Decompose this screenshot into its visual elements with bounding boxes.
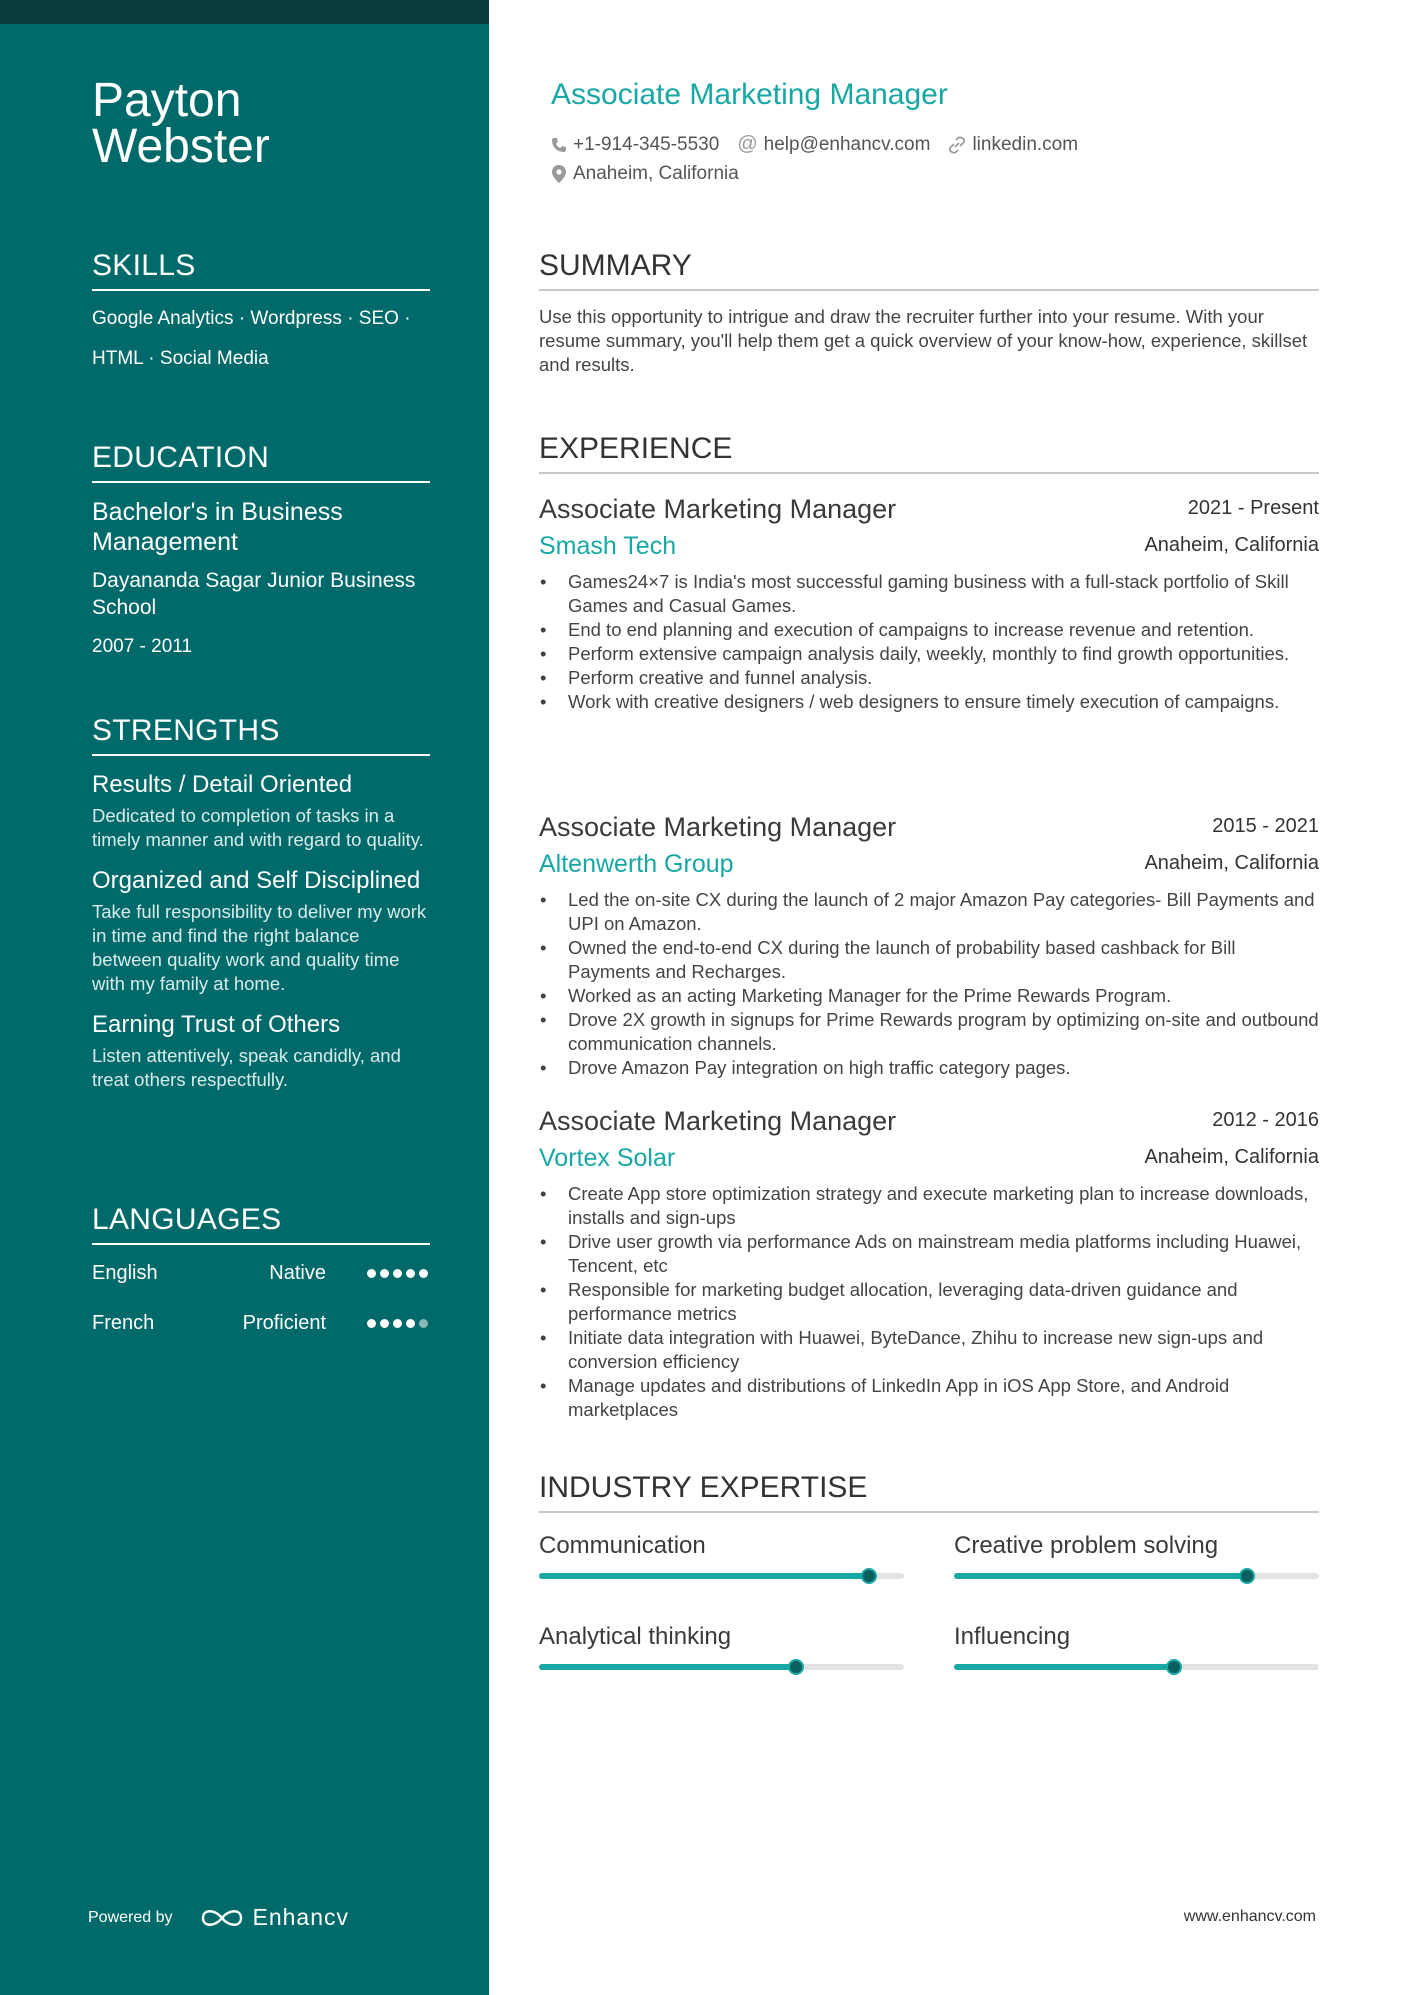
phone-icon	[551, 137, 567, 153]
job-role: Associate Marketing Manager	[539, 1106, 897, 1136]
contact-row-2	[551, 163, 757, 185]
sidebar	[0, 0, 489, 1995]
at-icon: @	[737, 133, 758, 155]
expertise-knob	[1166, 1659, 1182, 1675]
education-years: 2007 - 2011	[92, 636, 193, 657]
company-name[interactable]: Smash Tech	[539, 532, 677, 560]
company-name[interactable]: Altenwerth Group	[539, 850, 734, 878]
expertise-heading: INDUSTRY EXPERTISE	[539, 1469, 1319, 1513]
summary-section	[539, 247, 1319, 377]
strength-description: Listen attentively, speak candidly, and treat others respectfully.	[92, 1045, 401, 1090]
email-text: help@enhancv.com	[763, 133, 931, 155]
job-location: Anaheim, California	[1144, 852, 1319, 874]
expertise-label: Analytical thinking	[539, 1623, 732, 1650]
bullet-item: • Manage updates and distributions of LinkedIn App in iOS App Store, and Android marketplaces	[568, 1374, 1319, 1422]
phone-text: +1-914-345-5530	[573, 133, 720, 155]
rating-dot-filled	[380, 1319, 389, 1328]
expertise-track	[539, 1573, 904, 1579]
job-dates: 2021 - Present	[1187, 497, 1319, 519]
strength-description: Dedicated to completion of tasks in a timely manner and with regard to quality.	[92, 805, 424, 850]
expertise-label: Influencing	[954, 1623, 1071, 1650]
expertise-fill	[954, 1573, 1246, 1579]
bullet-item: • Worked as an acting Marketing Manager for the Prime Rewards Program.	[568, 984, 1319, 1008]
language-name: French	[92, 1312, 155, 1334]
enhancv-logo-icon	[199, 1905, 245, 1931]
bullet-item: • Initiate data integration with Huawei, ByteDance, Zhihu to increase new sign-ups and conversion efficiency	[568, 1326, 1319, 1374]
rating-dot-filled	[406, 1319, 415, 1328]
rating-dot-filled	[406, 1269, 415, 1278]
contact-linkedin[interactable]	[948, 134, 1078, 156]
expertise-knob	[861, 1568, 877, 1584]
language-level: Proficient	[242, 1312, 326, 1334]
skills-line-2: HTML · Social Media	[92, 348, 269, 369]
contact-phone[interactable]	[551, 134, 719, 156]
powered-by	[88, 1904, 349, 1931]
experience-item	[539, 494, 1319, 714]
first-name: Payton	[92, 74, 242, 127]
bullet-item: • Work with creative designers / web designers to ensure timely execution of campaigns.	[568, 690, 1319, 714]
location-pin-icon	[551, 164, 567, 184]
strengths-section	[92, 712, 430, 1092]
job-dates: 2012 - 2016	[1212, 1109, 1319, 1131]
language-name: English	[92, 1262, 158, 1284]
job-bullets	[539, 1182, 1319, 1422]
experience-item	[539, 812, 1319, 1080]
job-role: Associate Marketing Manager	[539, 494, 897, 524]
footer-url[interactable]: www.enhancv.com	[1183, 1908, 1316, 1925]
job-role: Associate Marketing Manager	[539, 812, 897, 842]
skills-heading: SKILLS	[92, 247, 430, 291]
language-row	[92, 1298, 430, 1348]
rating-dot-filled	[393, 1269, 402, 1278]
bullet-item: • Owned the end-to-end CX during the launch of probability based cashback for Bill Payments and Recharges.	[568, 936, 1319, 984]
education-heading: EDUCATION	[92, 439, 430, 483]
linkedin-text: linkedin.com	[972, 133, 1079, 155]
bullet-item: • Responsible for marketing budget allocation, leveraging data-driven guidance and performance metrics	[568, 1278, 1319, 1326]
bullet-item: • Perform extensive campaign analysis daily, weekly, monthly to find growth opportunities.	[568, 642, 1319, 666]
expertise-fill	[539, 1573, 868, 1579]
summary-heading: SUMMARY	[539, 247, 1319, 291]
rating-dot-empty	[419, 1319, 428, 1328]
powered-by-label: Powered by	[88, 1908, 173, 1926]
bullet-item: • Drove 2X growth in signups for Prime Rewards program by optimizing on-site and outbound communication channels.	[568, 1008, 1319, 1056]
rating-dot-filled	[419, 1269, 428, 1278]
bullet-item: • Drive user growth via performance Ads on mainstream media platforms including Huawei, Tencent, etc	[568, 1230, 1319, 1278]
strength-title: Earning Trust of Others	[92, 1011, 341, 1038]
expertise-track	[954, 1573, 1319, 1579]
bullet-item: • Drove Amazon Pay integration on high traffic category pages.	[568, 1056, 1319, 1080]
language-rating	[363, 1248, 428, 1298]
expertise-item	[954, 1622, 1319, 1652]
rating-dot-filled	[367, 1319, 376, 1328]
expertise-track	[539, 1664, 904, 1670]
education-section	[92, 439, 430, 659]
last-name: Webster	[92, 120, 270, 173]
strength-description: Take full responsibility to deliver my work in time and find the right balance between quality work and quality time with my family at home.	[92, 901, 427, 994]
bullet-item: • Perform creative and funnel analysis.	[568, 666, 1319, 690]
job-bullets	[539, 570, 1319, 714]
expertise-knob	[1239, 1568, 1255, 1584]
expertise-knob	[788, 1659, 804, 1675]
education-school: Dayananda Sagar Junior Business School	[92, 569, 416, 619]
job-bullets	[539, 888, 1319, 1080]
expertise-item	[539, 1622, 904, 1652]
rating-dot-filled	[367, 1269, 376, 1278]
company-name[interactable]: Vortex Solar	[539, 1144, 676, 1172]
experience-heading: EXPERIENCE	[539, 430, 1319, 474]
contact-email[interactable]	[737, 133, 930, 156]
summary-text: Use this opportunity to intrigue and draw the recruiter further into your resume. With your resume summary, you'll help them get a quick overview of your know-how, experience, skillset and results.	[539, 306, 1308, 375]
bullet-item: • Games24×7 is India's most successful gaming business with a full-stack portfolio of Skill Games and Casual Games.	[568, 570, 1319, 618]
skills-section	[92, 247, 430, 379]
expertise-item	[539, 1531, 904, 1561]
education-degree: Bachelor's in Business Management	[92, 498, 343, 556]
rating-dot-filled	[380, 1269, 389, 1278]
experience-item	[539, 1106, 1319, 1422]
sidebar-top-band	[0, 0, 489, 24]
link-icon	[948, 136, 966, 154]
expertise-label: Creative problem solving	[954, 1532, 1219, 1559]
expertise-fill	[954, 1664, 1173, 1670]
location-text: Anaheim, California	[573, 163, 739, 184]
languages-section	[92, 1201, 430, 1348]
enhancv-brand: Enhancv	[252, 1904, 350, 1930]
language-level: Native	[269, 1262, 326, 1284]
languages-heading: LANGUAGES	[92, 1201, 430, 1245]
strength-item	[92, 1010, 430, 1092]
expertise-section	[539, 1469, 1319, 1513]
experience-section	[539, 430, 1319, 474]
expertise-item	[954, 1531, 1319, 1561]
enhancv-logo[interactable]	[199, 1904, 350, 1931]
expertise-track	[954, 1664, 1319, 1670]
strength-title: Organized and Self Disciplined	[92, 867, 421, 894]
bullet-item: • End to end planning and execution of campaigns to increase revenue and retention.	[568, 618, 1319, 642]
job-location: Anaheim, California	[1144, 534, 1319, 556]
rating-dot-filled	[393, 1319, 402, 1328]
headline: Associate Marketing Manager	[551, 78, 948, 111]
candidate-name	[92, 74, 270, 173]
expertise-fill	[539, 1664, 795, 1670]
job-location: Anaheim, California	[1144, 1146, 1319, 1168]
job-dates: 2015 - 2021	[1212, 815, 1319, 837]
contact-location	[551, 163, 739, 185]
strength-item	[92, 770, 430, 852]
skills-line-1: Google Analytics · Wordpress · SEO ·	[92, 308, 411, 329]
expertise-label: Communication	[539, 1532, 706, 1559]
language-row	[92, 1248, 430, 1298]
strength-title: Results / Detail Oriented	[92, 771, 353, 798]
language-rating	[363, 1298, 428, 1348]
strength-item	[92, 866, 430, 996]
bullet-item: • Led the on-site CX during the launch of 2 major Amazon Pay categories- Bill Payments and UPI on Amazon.	[568, 888, 1319, 936]
strengths-heading: STRENGTHS	[92, 712, 430, 756]
bullet-item: • Create App store optimization strategy and execute marketing plan to increase downloads, installs and sign-ups	[568, 1182, 1319, 1230]
contact-row-1	[551, 133, 1096, 156]
